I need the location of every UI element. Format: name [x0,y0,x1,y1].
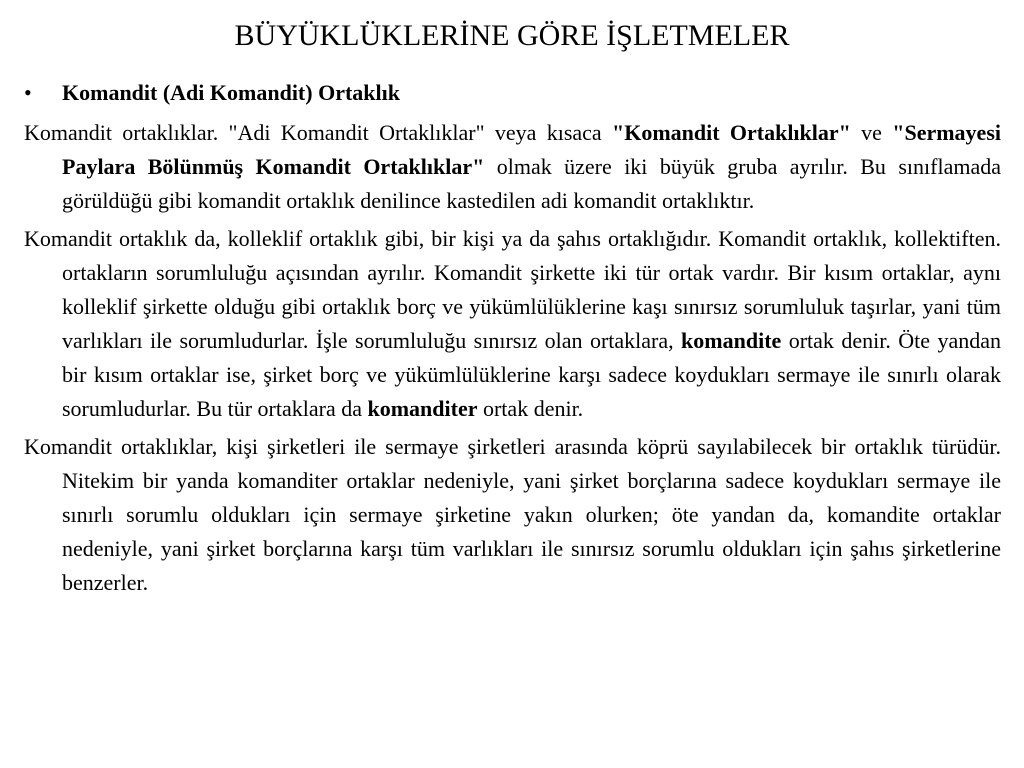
slide-content [24,76,1001,604]
bullet-heading [24,76,1001,110]
bullet-heading-text: Komandit (Adi Komandit) Ortaklık [62,80,400,105]
slide-title: BÜYÜKLÜKLERİNE GÖRE İŞLETMELER [234,19,790,52]
paragraph-2 [24,222,1001,426]
bullet-icon: • [24,80,32,105]
paragraph-1-text-3: olmak üzere iki büyük gruba ayrılır. Bu sınıflamada görüldüğü gibi komandit ortaklık denilince kastedilen adi komandit ortaklıktır. [62,154,1001,213]
paragraph-1-text-2: ve [850,120,893,145]
paragraph-2-text-3: ortak denir. [477,396,584,421]
paragraph-2-text-1: Komandit ortaklık da, kolleklif ortaklık gibi, bir kişi ya da şahıs ortaklığıdır. Komandit ortaklık, kollektiften. ortakların sorumluluğu açısından ayrılır. Komandit şirkette iki tür ortak vardır. Bir kısım ortaklar, aynı kolleklif şirkette olduğu gibi ortaklık borç ve yükümlülüklerine kaşı sınırsız sorumluluk taşırlar, yani tüm varlıkları ile sorumludurlar. İşle sorumluluğu sınırsız olan ortaklara, [24,226,1001,353]
paragraph-1 [24,116,1001,218]
paragraph-1-text-1: Komandit ortaklıklar. "Adi Komandit Ortaklıklar" veya kısaca [24,120,613,145]
paragraph-2-bold-1: komandite [681,328,782,353]
paragraph-2-bold-2: komanditer [367,396,478,421]
paragraph-2-text-2: ortak denir. Öte yandan bir kısım ortaklar ise, şirket borç ve yükümlülüklerine karşı sadece koydukları sermaye ile sınırlı olarak sorumludurlar. Bu tür ortaklara da [62,328,1001,421]
paragraph-1-bold-1: "Komandit Ortaklıklar" [612,120,851,145]
paragraph-1-bold-2: "Sermayesi Paylara Bölünmüş Komandit Ortaklıklar" [62,120,1001,179]
paragraph-3: Komandit ortaklıklar, kişi şirketleri ile sermaye şirketleri arasında köprü sayılabilecek bir ortaklık türüdür. Nitekim bir yanda komanditer ortaklar nedeniyle, yani şirket borçlarına sadece koydukları sermaye ile sınırlı sorumlu oldukları için sermaye şirketine yakın olurken; öte yandan da, komandite ortaklar nedeniyle, yani şirket borçlarına karşı tüm varlıkları ile sınırsız sorumlu oldukları için şahıs şirketlerine benzerler. [24,434,1001,595]
